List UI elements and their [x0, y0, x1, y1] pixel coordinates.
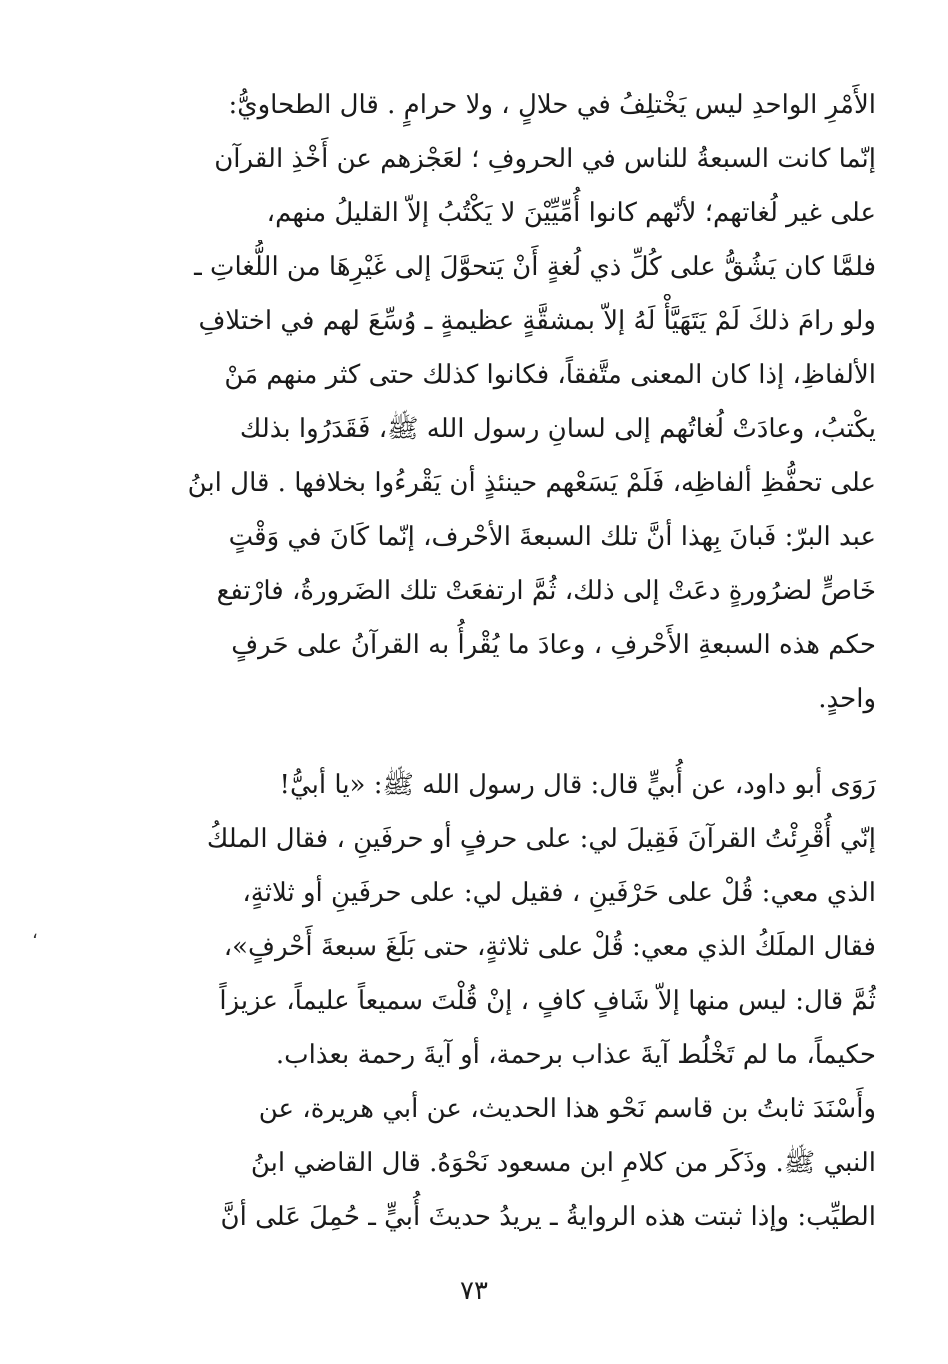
text-line: يكْتبُ، وعادَتْ لُغاتُهم إلى لسانِ رسول الله ﷺ، فَقَدَرُوا بذلك: [239, 414, 876, 444]
text-line: النبي ﷺ. وذَكَر من كلامِ ابن مسعود نَحْوَهُ. قال القاضي ابنُ: [250, 1148, 876, 1178]
text-line: الذي معي: قُلْ على حَرْفَينِ ، فقيل لي: على حرفَينِ أو ثلاثةٍ،: [242, 878, 876, 908]
text-line: على تحفُّظِ ألفاظِه، فَلَمْ يَسَعْهم حينئذٍ أن يَقْرءُوا بخلافها . قال ابنُ: [187, 468, 876, 498]
text-line: الأَمْرِ الواحدِ ليس يَخْتلِفُ في حلالٍ ، ولا حرامٍ . قال الطحاويُّ:: [228, 90, 876, 120]
text-line: فقال الملَكُ الذي معي: قُلْ على ثلاثةٍ، حتى بَلَغَ سبعةَ أَحْرفٍ»،: [223, 932, 876, 962]
paragraph-1: [84, 78, 876, 726]
paragraph-2: [84, 758, 876, 1244]
margin-mark: ،: [32, 922, 38, 943]
text-line: إنّما كانت السبعةُ للناس في الحروفِ ؛ لعَجْزهم عن أَخْذِ القرآن: [214, 144, 876, 174]
text-line: على غير لُغاتهم؛ لأنّهم كانوا أُمِّيِّيْنَ لا يَكْتُبُ إلاّ القليلُ منهم،: [266, 198, 876, 228]
text-line: فلمَّا كان يَشُقُّ على كُلِّ ذي لُغةٍ أَنْ يَتحوَّلَ إلى غَيْرِهَا من اللُّغاتِ ـ: [194, 252, 876, 282]
text-line: عبد البرّ: فَبانَ بِهذا أنَّ تلك السبعةَ الأحْرف، إنّما كَانَ في وَقْتٍ: [228, 522, 876, 552]
text-line: وأَسْنَدَ ثابتُ بن قاسم نَحْو هذا الحديث، عن أبي هريرة، عن: [258, 1094, 876, 1124]
text-line: حكم هذه السبعةِ الأَحْرفِ ، وعادَ ما يُقْرأُ به القرآنُ على حَرفٍ: [231, 630, 876, 660]
text-line: رَوَى أبو داود، عن أُبيٍّ قال: قال رسول الله ﷺ: «يا أبيُّ!: [279, 770, 876, 800]
text-line: إنّي أُقْرِئْتُ القرآنَ فَقِيلَ لي: على حرفٍ أو حرفَينِ ، فقال الملكُ: [206, 824, 876, 854]
text-line: حكيماً، ما لم تَخْلُط آيةَ عذاب برحمة، أو آيةَ رحمة بعذاب.: [275, 1040, 876, 1070]
text-line: واحدٍ.: [818, 684, 876, 714]
text-line: الطيِّب: وإذا ثبتت هذه الروايةُ ـ يريدُ حديثَ أُبيٍّ ـ حُمِلَ عَلى أنَّ: [220, 1202, 876, 1232]
text-line: الألفاظِ، إذا كان المعنى متَّفقاً، فكانوا كذلك حتى كثر منهم مَنْ: [224, 360, 876, 390]
text-line: ثُمَّ قال: ليس منها إلاّ شَافٍ كافٍ ، إنْ قُلْتَ سميعاً عليماً، عزيزاً: [219, 986, 876, 1016]
text-line: خَاصٍّ لضرُورةٍ دعَتْ إلى ذلك، ثُمَّ ارتفعَتْ تلك الضَرورةُ، فارْتفع: [216, 576, 876, 606]
text-line: ولو رامَ ذلكَ لَمْ يَتَهَيَّأْ لَهُ إلاّ بمشقَّةٍ عظيمةٍ ـ وُسِّعَ لهم في اختلافِ: [198, 306, 876, 336]
page-number: ٧٣: [460, 1276, 488, 1306]
